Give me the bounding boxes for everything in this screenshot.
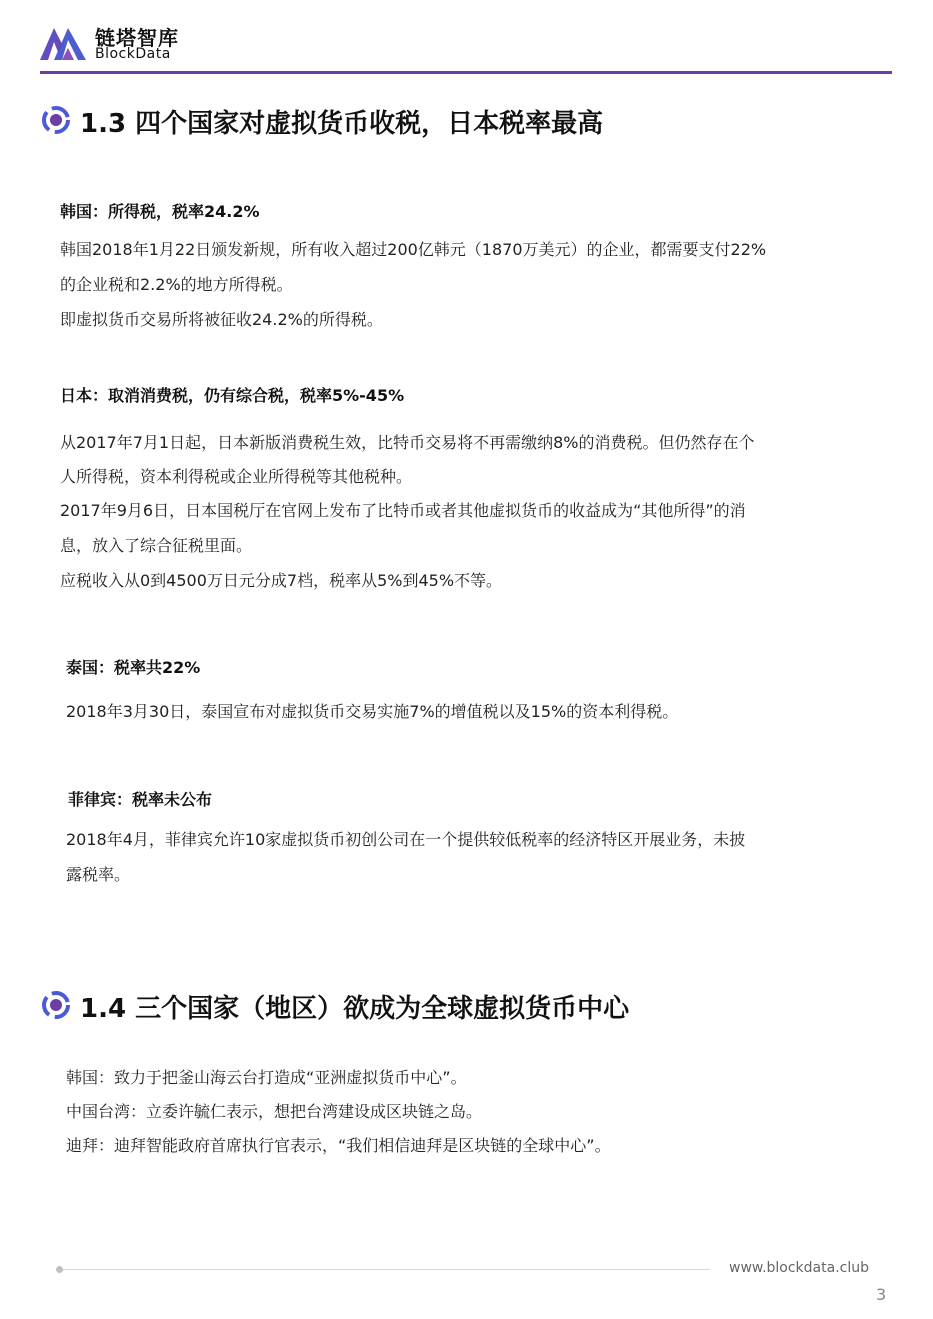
footer-divider (58, 1269, 710, 1270)
paragraph-line: 应税收入从0到4500万日元分成7档，税率从5%到45%不等。 (60, 571, 503, 590)
brand-name-en: BlockData (95, 46, 171, 62)
paragraph-line: 中国台湾：立委许毓仁表示，想把台湾建设成区块链之岛。 (66, 1102, 483, 1121)
paragraph-line: 露税率。 (66, 865, 131, 884)
page-number: 3 (876, 1285, 887, 1304)
paragraph-line: 迪拜：迪拜智能政府首席执行官表示，“我们相信迪拜是区块链的全球中心”。 (66, 1136, 611, 1155)
section-bullet-icon (42, 106, 70, 134)
paragraph-line: 韩国2018年1月22日颁发新规，所有收入超过200亿韩元（1870万美元）的企业，都需要支付22% (60, 240, 767, 259)
paragraph-line: 韩国：致力于把釜山海云台打造成“亚洲虚拟货币中心”。 (66, 1068, 467, 1087)
subhead-thailand: 泰国：税率共22% (66, 658, 201, 677)
paragraph-line: 息，放入了综合征税里面。 (60, 536, 253, 555)
section-title: 1.3 四个国家对虚拟货币收税，日本税率最高 (80, 109, 604, 139)
header-divider (40, 71, 892, 74)
paragraph-line: 2018年3月30日，泰国宣布对虚拟货币交易实施7%的增值税以及15%的资本利得税。 (66, 702, 679, 721)
paragraph-line: 人所得税，资本利得税或企业所得税等其他税种。 (60, 467, 413, 486)
subhead-korea: 韩国：所得税，税率24.2% (60, 202, 260, 221)
section-title: 1.4 三个国家（地区）欲成为全球虚拟货币中心 (80, 994, 630, 1024)
subhead-philippines: 菲律宾：税率未公布 (68, 790, 213, 809)
subhead-japan: 日本：取消消费税，仍有综合税，税率5%-45% (60, 386, 405, 405)
paragraph-line: 从2017年7月1日起，日本新版消费税生效，比特币交易将不再需缴纳8%的消费税。但仍然存在个 (60, 433, 755, 452)
blockdata-logo-icon (38, 22, 88, 62)
section-bullet-icon (42, 991, 70, 1019)
footer-url-link[interactable]: www.blockdata.club (729, 1260, 869, 1276)
brand-name-cn: 链塔智库 (95, 26, 179, 50)
paragraph-line: 2018年4月，菲律宾允许10家虚拟货币初创公司在一个提供较低税率的经济特区开展业务，未披 (66, 830, 746, 849)
paragraph-line: 的企业税和2.2%的地方所得税。 (60, 275, 293, 294)
paragraph-line: 即虚拟货币交易所将被征收24.2%的所得税。 (60, 310, 383, 329)
paragraph-line: 2017年9月6日，日本国税厅在官网上发布了比特币或者其他虚拟货币的收益成为“其他所得”的消 (60, 501, 746, 520)
footer-dot (56, 1266, 63, 1273)
